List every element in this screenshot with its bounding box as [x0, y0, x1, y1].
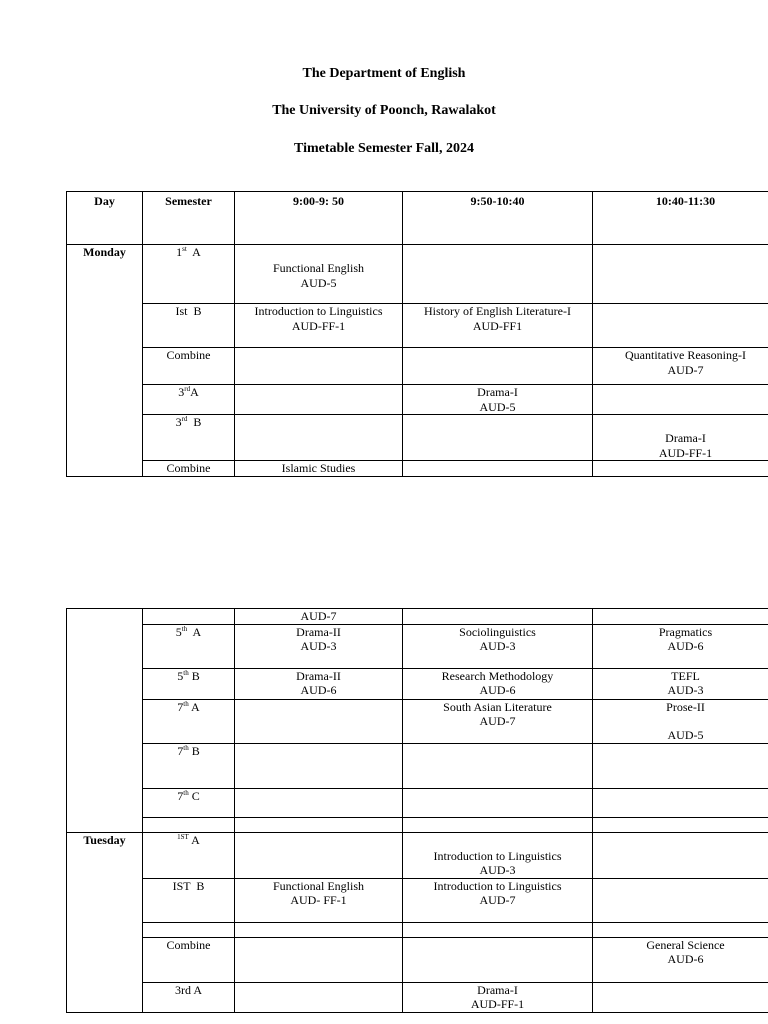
table-row [67, 415, 768, 461]
class-cell [593, 788, 768, 817]
col-header-slot1: 9:00-9: 50 [235, 192, 403, 245]
class-cell: Prose-II AUD-5 [593, 699, 768, 743]
semester-cell [143, 922, 235, 937]
class-cell [403, 415, 593, 461]
class-cell [403, 937, 593, 982]
class-cell [593, 982, 768, 1012]
class-cell: Introduction to Linguistics AUD-FF-1 [235, 304, 403, 348]
class-cell [235, 922, 403, 937]
semester-cell: 3rdA [143, 385, 235, 415]
class-cell: History of English Literature-I AUD-FF1 [403, 304, 593, 348]
class-cell [403, 461, 593, 477]
semester-cell: 7th C [143, 788, 235, 817]
class-cell [235, 385, 403, 415]
class-cell: Introduction to Linguistics AUD-3 [403, 832, 593, 878]
semester-cell: 7th B [143, 743, 235, 788]
table-row [67, 743, 768, 788]
class-cell [593, 609, 768, 625]
class-cell [235, 817, 403, 832]
table-row [67, 817, 768, 832]
class-cell [403, 348, 593, 385]
semester-cell: Combine [143, 461, 235, 477]
timetable-table-continued [66, 608, 768, 1013]
class-cell: AUD-7 [235, 609, 403, 625]
class-cell [403, 743, 593, 788]
table-row [67, 461, 768, 477]
table-row [67, 788, 768, 817]
class-cell [235, 788, 403, 817]
table-row [67, 699, 768, 743]
class-cell [593, 385, 768, 415]
semester-cell [143, 609, 235, 625]
class-cell: Introduction to Linguistics AUD-7 [403, 878, 593, 922]
table-row [67, 348, 768, 385]
university-title: The University of Poonch, Rawalakot [272, 103, 496, 118]
semester-cell: IST B [143, 878, 235, 922]
class-cell [235, 348, 403, 385]
class-cell: Islamic Studies [235, 461, 403, 477]
class-cell [235, 699, 403, 743]
table-row [67, 668, 768, 699]
semester-cell: 1st A [143, 245, 235, 304]
class-cell [403, 245, 593, 304]
class-cell [593, 817, 768, 832]
semester-cell: Ist B [143, 304, 235, 348]
day-cell-tuesday: Tuesday [67, 832, 143, 1012]
col-header-slot3: 10:40-11:30 [593, 192, 768, 245]
class-cell: TEFL AUD-3 [593, 668, 768, 699]
table-row [67, 385, 768, 415]
col-header-slot2: 9:50-10:40 [403, 192, 593, 245]
class-cell: Quantitative Reasoning-I AUD-7 [593, 348, 768, 385]
class-cell: South Asian Literature AUD-7 [403, 699, 593, 743]
class-cell: Drama-I AUD-FF-1 [403, 982, 593, 1012]
class-cell [593, 304, 768, 348]
class-cell: Functional English AUD- FF-1 [235, 878, 403, 922]
class-cell [403, 922, 593, 937]
class-cell [593, 922, 768, 937]
semester-cell: 3rd B [143, 415, 235, 461]
class-cell [593, 832, 768, 878]
semester-cell [143, 817, 235, 832]
class-cell [403, 817, 593, 832]
col-header-semester: Semester [143, 192, 235, 245]
class-cell: Research Methodology AUD-6 [403, 668, 593, 699]
semester-cell: $^{1ST}$ A [143, 832, 235, 878]
class-cell: Drama-I AUD-FF-1 [593, 415, 768, 461]
department-title: The Department of English [302, 66, 466, 81]
table-row [67, 937, 768, 982]
timetable-table-monday [66, 191, 768, 477]
class-cell [403, 609, 593, 625]
class-cell: General Science AUD-6 [593, 937, 768, 982]
class-cell [593, 461, 768, 477]
class-cell: Sociolinguistics AUD-3 [403, 624, 593, 668]
table-row [67, 609, 768, 625]
class-cell: Drama-II AUD-3 [235, 624, 403, 668]
table-row [67, 832, 768, 878]
semester-cell: 3rd A [143, 982, 235, 1012]
table-row [67, 245, 768, 304]
class-cell: Pragmatics AUD-6 [593, 624, 768, 668]
table-row [67, 878, 768, 922]
table-header-row [67, 192, 768, 245]
class-cell [235, 982, 403, 1012]
class-cell [593, 878, 768, 922]
class-cell [403, 788, 593, 817]
table-row [67, 624, 768, 668]
day-cell-continued [67, 609, 143, 833]
semester-cell: 7th A [143, 699, 235, 743]
class-cell [235, 832, 403, 878]
class-cell [593, 743, 768, 788]
semester-cell: Combine [143, 937, 235, 982]
class-cell [235, 743, 403, 788]
class-cell: Drama-II AUD-6 [235, 668, 403, 699]
class-cell [235, 415, 403, 461]
semester-cell: Combine [143, 348, 235, 385]
table-row [67, 304, 768, 348]
semester-cell: 5th A [143, 624, 235, 668]
table-row [67, 922, 768, 937]
day-cell-monday: Monday [67, 245, 143, 477]
class-cell: Functional English AUD-5 [235, 245, 403, 304]
table-row [67, 982, 768, 1012]
class-cell: Drama-I AUD-5 [403, 385, 593, 415]
timetable-title: Timetable Semester Fall, 2024 [294, 141, 474, 156]
semester-cell: 5th B [143, 668, 235, 699]
col-header-day: Day [67, 192, 143, 245]
class-cell [235, 937, 403, 982]
class-cell [593, 245, 768, 304]
